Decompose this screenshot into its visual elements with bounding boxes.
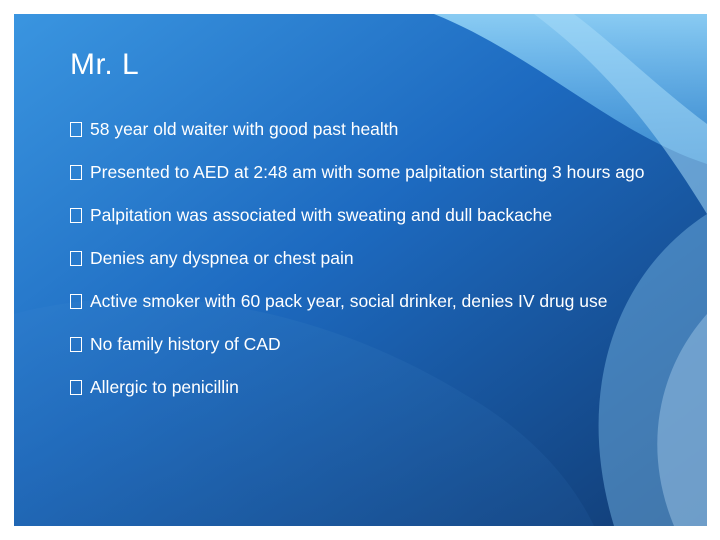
missing-glyph-box-icon [70,380,82,395]
bullet-text: Palpitation was associated with sweating and dull backache [90,205,553,225]
missing-glyph-box-icon [70,294,82,309]
missing-glyph-box-icon [70,251,82,266]
bullet-item [70,376,660,399]
bullet-text: Denies any dyspnea or chest pain [90,248,354,268]
bullet-text: No family history of CAD [90,334,281,354]
slide-title: Mr. L [70,48,140,81]
missing-glyph-box-icon [70,337,82,352]
missing-glyph-box-icon [70,165,82,180]
slide [14,14,707,526]
missing-glyph-box-icon [70,208,82,223]
bullet-text: Active smoker with 60 pack year, social drinker, denies IV drug use [90,291,608,311]
missing-glyph-box-icon [70,122,82,137]
bullet-item [70,290,660,313]
bullet-item [70,247,660,270]
bullet-item [70,118,660,141]
bullet-text: Presented to AED at 2:48 am with some palpitation starting 3 hours ago [90,162,645,182]
bullet-text: 58 year old waiter with good past health [90,119,399,139]
bullet-text: Allergic to penicillin [90,377,239,397]
bullet-list [70,118,660,419]
bullet-item [70,333,660,356]
bullet-item [70,204,660,227]
bullet-item [70,161,660,184]
